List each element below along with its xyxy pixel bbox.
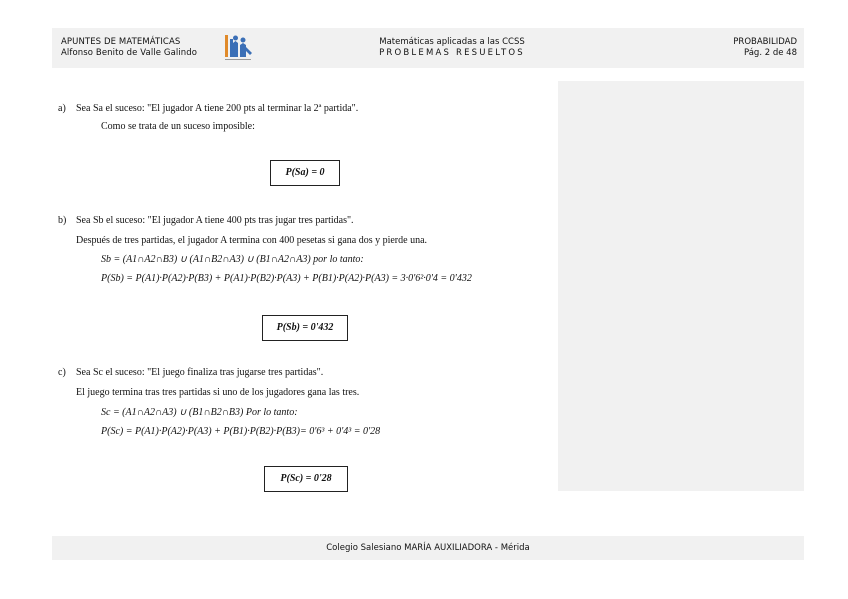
section-b-text: Después de tres partidas, el jugador A termina con 400 pesetas si gana dos y pierde una.	[76, 235, 428, 246]
section-b-result-box: P(Sb) = 0'432	[262, 315, 348, 341]
header-author-name: Alfonso Benito de Valle Galindo	[61, 48, 198, 58]
page-number: Pág. 2 de 48	[743, 48, 797, 58]
footer-school-name: Colegio Salesiano MARÍA AUXILIADORA - Mérida	[326, 543, 530, 553]
section-b-intro: Sea Sb el suceso: "El jugador A tiene 400 pts tras jugar tres partidas".	[76, 215, 354, 226]
page-footer	[52, 536, 804, 560]
header-subject-block	[352, 37, 552, 59]
section-a-result-box: P(Sa) = 0	[270, 160, 340, 186]
header-doc-type: PROBLEMAS RESUELTOS	[379, 48, 525, 58]
header-topic: PROBABILIDAD	[733, 37, 797, 47]
header-author-block	[61, 37, 197, 59]
section-c-marker: c)	[58, 367, 66, 378]
section-a-text: Como se trata de un suceso imposible:	[101, 121, 255, 132]
header-topic-block	[733, 37, 797, 59]
page-header	[52, 28, 804, 68]
header-course-title: APUNTES DE MATEMÁTICAS	[61, 37, 181, 47]
section-b-event-definition: Sb = (A1∩A2∩B3) ∪ (A1∩B2∩A3) ∪ (B1∩A2∩A3) por lo tanto:	[101, 254, 364, 265]
section-c-event-definition: Sc = (A1∩A2∩A3) ∪ (B1∩B2∩B3) Por lo tanto:	[101, 407, 298, 418]
header-subject: Matemáticas aplicadas a las CCSS	[379, 37, 525, 47]
margin-panel	[558, 81, 804, 491]
section-a-marker: a)	[58, 103, 66, 114]
section-c-intro: Sea Sc el suceso: "El juego finaliza tras jugarse tres partidas".	[76, 367, 324, 378]
section-c-probability-formula: P(Sc) = P(A1)·P(A2)·P(A3) + P(B1)·P(B2)·P(B3)= 0'6³ + 0'4³ = 0'28	[101, 426, 381, 437]
section-a-intro: Sea Sa el suceso: "El jugador A tiene 200 pts al terminar la 2ª partida".	[76, 103, 359, 114]
section-b-probability-formula: P(Sb) = P(A1)·P(A2)·P(B3) + P(A1)·P(B2)·P(A3) + P(B1)·P(A2)·P(A3) = 3·0'6²·0'4 = 0'432	[101, 273, 472, 284]
section-b-marker: b)	[58, 215, 67, 226]
section-c-result-box: P(Sc) = 0'28	[264, 466, 348, 492]
section-c-text: El juego termina tras tres partidas si uno de los jugadores gana las tres.	[76, 387, 360, 398]
school-logo-icon	[222, 31, 256, 65]
